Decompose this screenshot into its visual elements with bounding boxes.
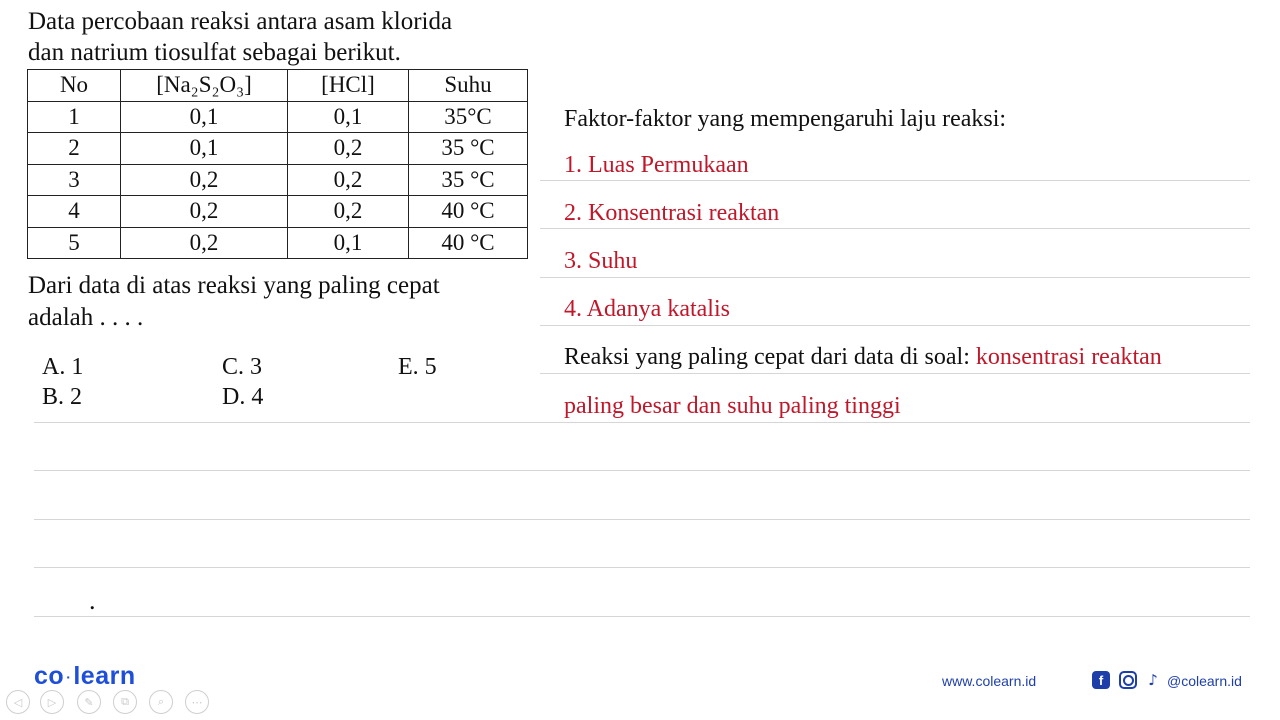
- more-icon[interactable]: ⋯: [185, 690, 209, 714]
- stray-dot: .: [89, 586, 96, 615]
- table-cell: 4: [28, 196, 121, 228]
- ruled-line: [34, 519, 1250, 520]
- table-header-hcl: [HCl]: [288, 70, 409, 102]
- factor-item: 1. Luas Permukaan: [564, 152, 749, 178]
- factor-item: 3. Suhu: [564, 248, 638, 274]
- logo-text-co: co: [34, 662, 65, 690]
- colearn-logo: [34, 662, 136, 691]
- question-prompt-line-2: adalah . . . .: [28, 304, 144, 331]
- table-cell: 2: [28, 133, 121, 165]
- zoom-icon[interactable]: ⌕: [149, 690, 173, 714]
- ruled-line: [34, 470, 1250, 471]
- ruled-line: [540, 228, 1250, 229]
- ruled-line: [34, 616, 1250, 617]
- option-e[interactable]: E. 5: [398, 354, 437, 380]
- table-cell: 0,2: [288, 196, 409, 228]
- pen-icon[interactable]: ✎: [77, 690, 101, 714]
- copy-icon[interactable]: ⧉: [113, 690, 137, 714]
- rewind-icon[interactable]: ◁: [6, 690, 30, 714]
- table-cell: 35 °C: [409, 133, 528, 165]
- ruled-line: [540, 373, 1250, 374]
- table-cell: 0,2: [121, 227, 288, 259]
- table-row: [28, 196, 528, 228]
- table-cell: 0,2: [121, 164, 288, 196]
- logo-text-learn: learn: [73, 662, 136, 690]
- question-intro-line-2: dan natrium tiosulfat sebagai berikut.: [28, 39, 401, 66]
- tiktok-icon[interactable]: ♪: [1148, 671, 1158, 689]
- table-cell: 0,2: [121, 196, 288, 228]
- table-cell: 0,1: [288, 101, 409, 133]
- table-header-no: No: [28, 70, 121, 102]
- option-d[interactable]: D. 4: [222, 384, 264, 410]
- table-cell: 35 °C: [409, 164, 528, 196]
- factor-item: 2. Konsentrasi reaktan: [564, 200, 780, 226]
- option-a[interactable]: A. 1: [42, 354, 84, 380]
- conclusion-line-2: paling besar dan suhu paling tinggi: [564, 393, 901, 419]
- table-cell: 0,2: [288, 133, 409, 165]
- ruled-line: [540, 325, 1250, 326]
- table-cell: 0,1: [121, 133, 288, 165]
- conclusion-line-1: [564, 344, 1162, 371]
- table-cell: 0,1: [121, 101, 288, 133]
- experiment-table: [27, 69, 528, 259]
- factor-item: 4. Adanya katalis: [564, 296, 730, 322]
- table-row: [28, 227, 528, 259]
- table-row: [28, 101, 528, 133]
- table-cell: 40 °C: [409, 196, 528, 228]
- table-cell: 1: [28, 101, 121, 133]
- table-header-row: [28, 70, 528, 102]
- website-link[interactable]: www.colearn.id: [942, 673, 1037, 689]
- instagram-icon[interactable]: [1119, 671, 1137, 689]
- table-cell: 5: [28, 227, 121, 259]
- table-cell: 0,1: [288, 227, 409, 259]
- ruled-line: [34, 567, 1250, 568]
- question-prompt-line-1: Dari data di atas reaksi yang paling cepat: [28, 272, 440, 299]
- table-cell: 0,2: [288, 164, 409, 196]
- option-c[interactable]: C. 3: [222, 354, 263, 380]
- ruled-line: [34, 422, 1250, 423]
- logo-dot-icon: ·: [66, 669, 72, 686]
- table-cell: 3: [28, 164, 121, 196]
- question-intro-line-1: Data percobaan reaksi antara asam klorida: [28, 8, 453, 35]
- table-cell: 35°C: [409, 101, 528, 133]
- conclusion-highlight: konsentrasi reaktan: [975, 344, 1162, 370]
- table-cell: 40 °C: [409, 227, 528, 259]
- table-row: [28, 133, 528, 165]
- conclusion-prefix: Reaksi yang paling cepat dari data di soal:: [564, 344, 976, 370]
- play-icon[interactable]: ▷: [40, 690, 64, 714]
- social-handle[interactable]: @colearn.id: [1167, 673, 1242, 689]
- factors-heading: Faktor-faktor yang mempengaruhi laju reaksi:: [564, 106, 1007, 132]
- ruled-line: [540, 180, 1250, 181]
- ruled-line: [540, 277, 1250, 278]
- option-b[interactable]: B. 2: [42, 384, 83, 410]
- table-row: [28, 164, 528, 196]
- table-header-na2s2o3: [Na₂S₂O₃]: [121, 70, 288, 102]
- facebook-icon[interactable]: f: [1092, 671, 1110, 689]
- table-header-suhu: Suhu: [409, 70, 528, 102]
